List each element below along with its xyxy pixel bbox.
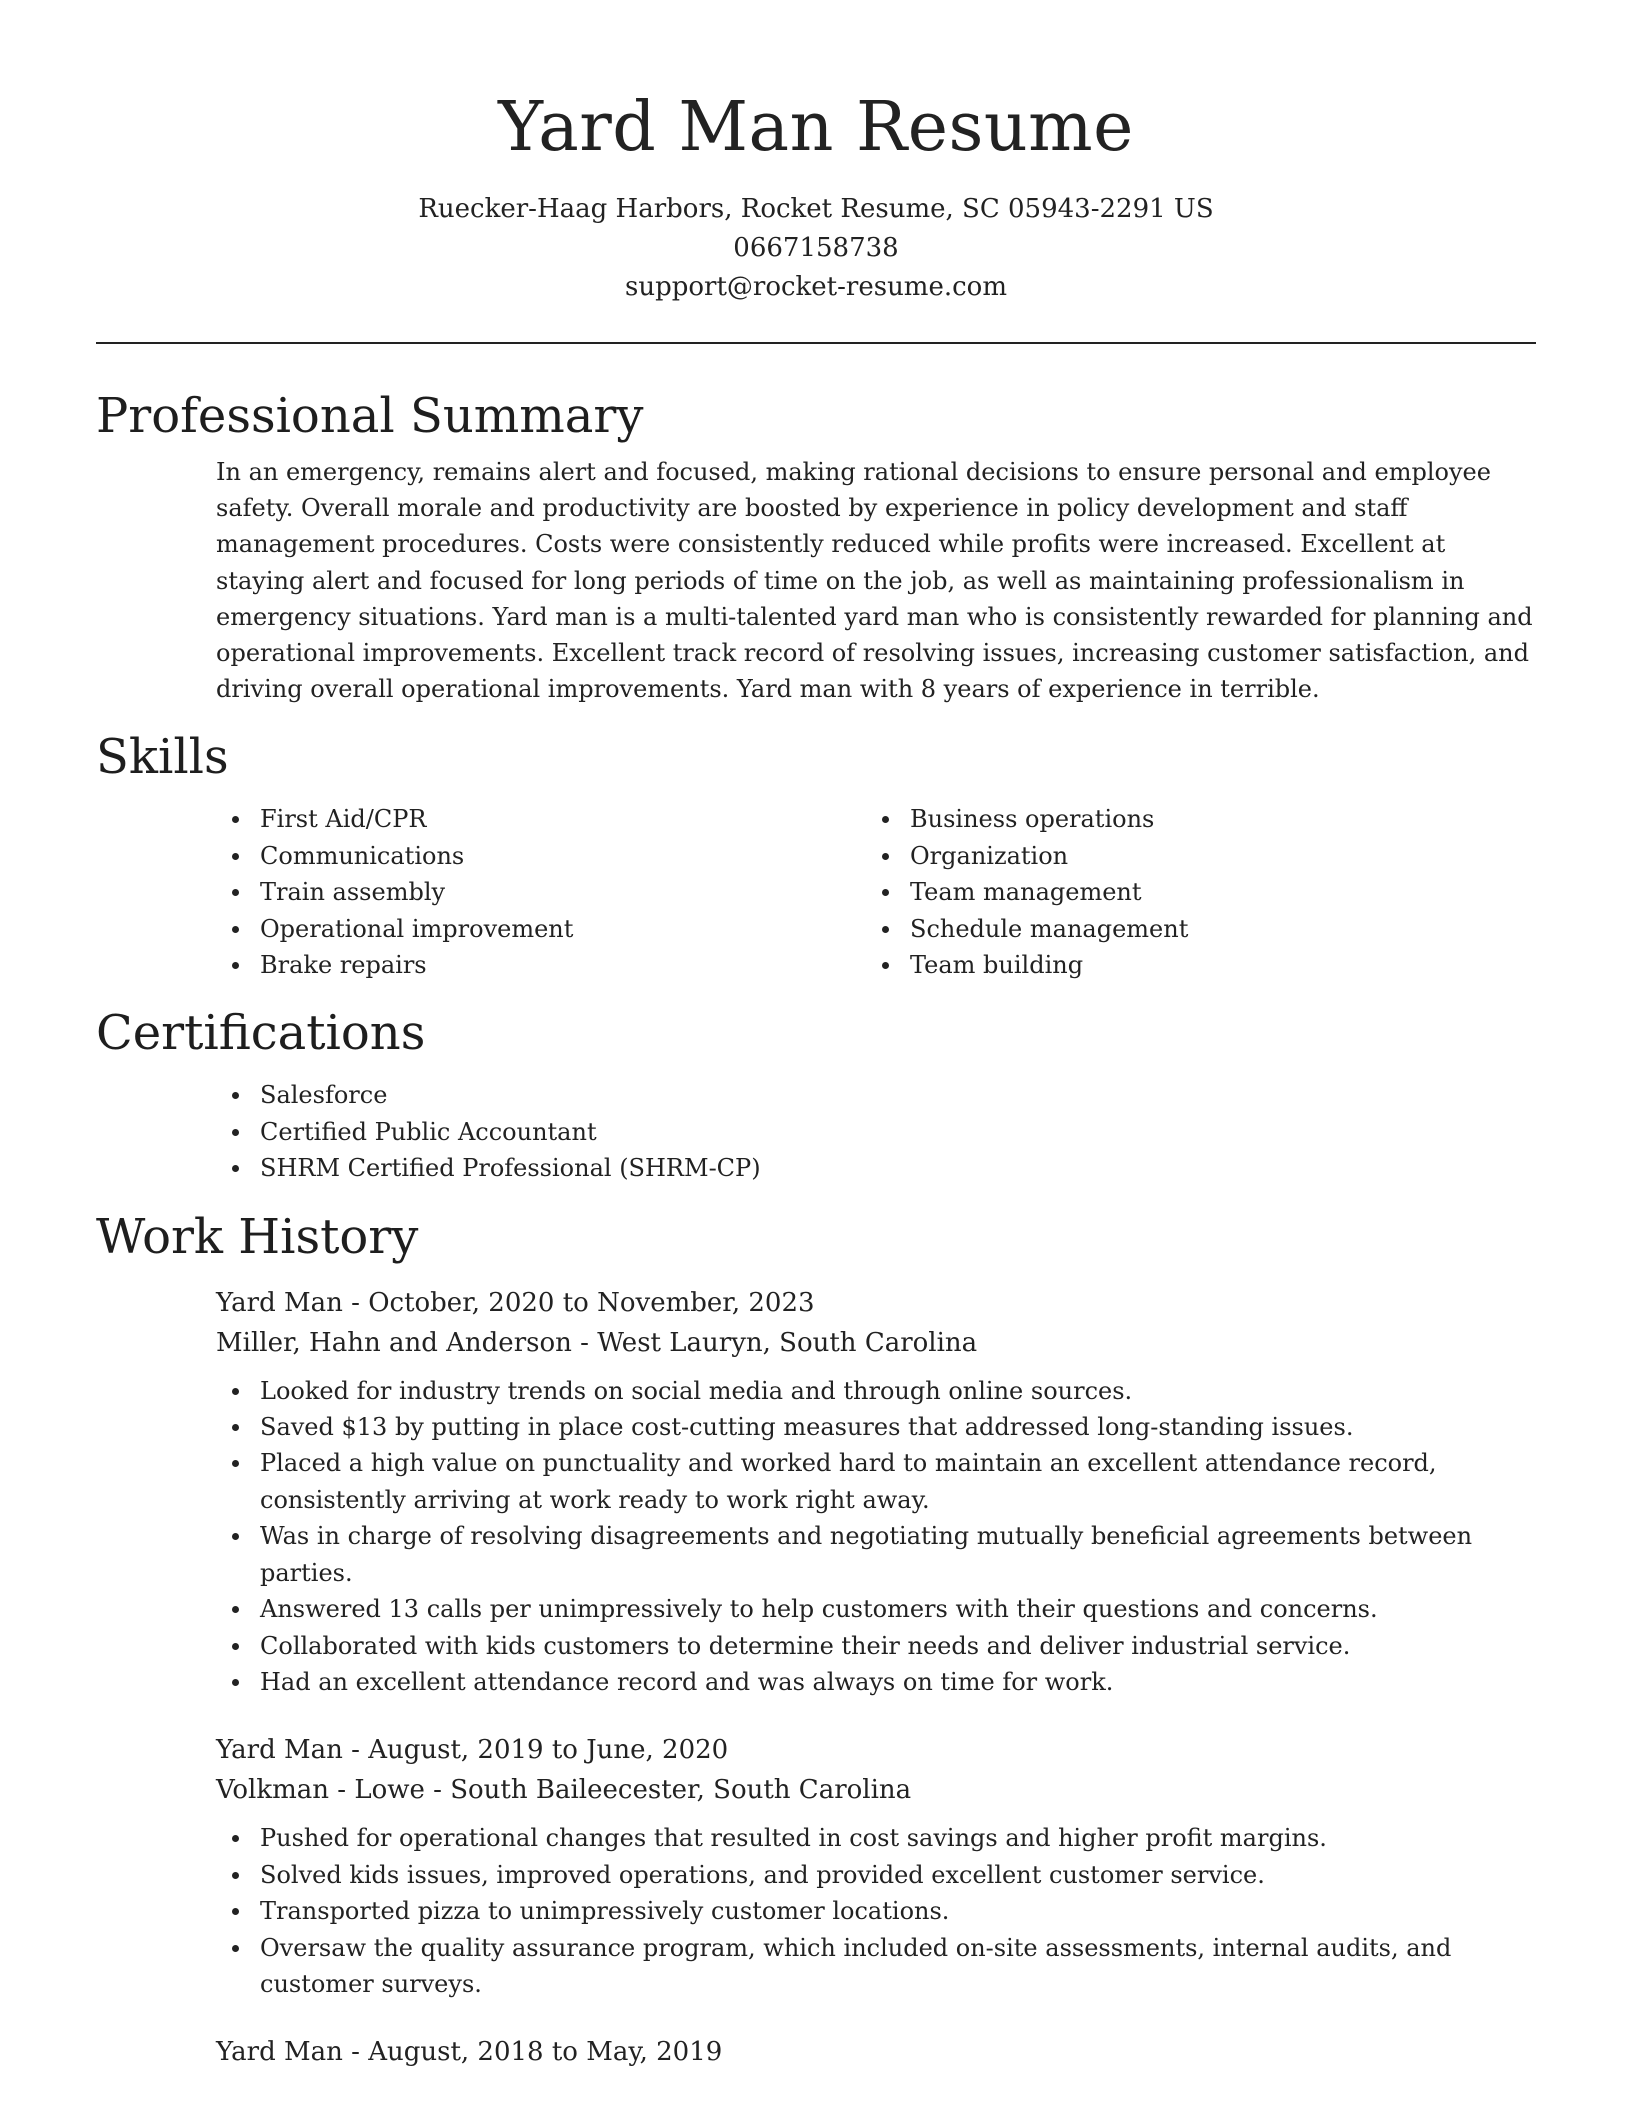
skill-item: Organization: [866, 838, 1516, 874]
job-bullet: Had an excellent attendance record and was always on time for work.: [216, 1664, 1536, 1700]
skill-item: Communications: [216, 838, 866, 874]
separator: -: [342, 2037, 369, 2068]
job-bullet: Looked for industry trends on social media and through online sources.: [216, 1373, 1536, 1409]
job-bullet: Transported pizza to unimpressively customer locations.: [216, 1893, 1536, 1929]
certifications-section: [96, 997, 1536, 1186]
work-history-section: [96, 1201, 1536, 2073]
job-bullet: Pushed for operational changes that resulted in cost savings and higher profit margins.: [216, 1820, 1536, 1856]
job-title: Yard Man: [216, 2037, 343, 2068]
job-bullet: Answered 13 calls per unimpressively to help customers with their questions and concerns.: [216, 1591, 1536, 1627]
job-entry: [216, 1283, 1536, 1701]
address: Ruecker-Haag Harbors, Rocket Resume, SC 05943-2291 US: [418, 194, 1214, 224]
separator: -: [342, 1287, 369, 1318]
skill-item: Schedule management: [866, 911, 1516, 947]
job-title: Yard Man: [216, 1735, 343, 1766]
skills-left-column: [216, 801, 866, 983]
email: support@rocket-resume.com: [624, 272, 1007, 302]
resume-title: Yard Man Resume: [498, 88, 1134, 167]
header-divider: [96, 342, 1536, 344]
resume-body: [96, 380, 1536, 2072]
job-title-line: [216, 1730, 1536, 1770]
resume-header: [0, 0, 1632, 307]
job-bullets: [96, 1373, 1536, 1701]
skills-section: [96, 721, 1536, 983]
job-dates: August, 2019 to June, 2020: [368, 1735, 729, 1766]
separator: -: [342, 1735, 369, 1766]
skill-item: Brake repairs: [216, 947, 866, 983]
contact-block: [0, 190, 1632, 307]
certification-item: Certified Public Accountant: [216, 1114, 1536, 1150]
phone: 0667158738: [733, 233, 899, 263]
job-entry: [216, 1730, 1536, 2002]
job-bullet: Oversaw the quality assurance program, which included on-site assessments, internal audits, and customer surveys.: [216, 1930, 1536, 2003]
summary-section: [96, 380, 1536, 707]
job-location: West Lauryn, South Carolina: [597, 1327, 978, 1358]
certifications-list: [216, 1077, 1536, 1186]
work-history-heading: Work History: [96, 1208, 419, 1265]
summary-heading: Professional Summary: [96, 388, 644, 444]
company-name: Volkman - Lowe: [216, 1775, 425, 1806]
job-location: South Baileecester, South Carolina: [450, 1775, 912, 1806]
company-name: Miller, Hahn and Anderson: [216, 1327, 572, 1358]
job-bullet: Collaborated with kids customers to determine their needs and deliver industrial service.: [216, 1628, 1536, 1664]
skills-grid: [216, 801, 1536, 983]
skills-heading: Skills: [96, 729, 229, 786]
job-bullet: Solved kids issues, improved operations, and provided excellent customer service.: [216, 1857, 1536, 1893]
job-bullet: Placed a high value on punctuality and worked hard to maintain an excellent attendance record, consistently arriving at work ready to work right away.: [216, 1445, 1536, 1518]
separator: -: [424, 1775, 451, 1806]
certification-item: SHRM Certified Professional (SHRM-CP): [216, 1150, 1536, 1186]
skill-item: Team management: [866, 874, 1516, 910]
separator: -: [571, 1327, 598, 1358]
job-bullet: Saved $13 by putting in place cost-cutting measures that addressed long-standing issues.: [216, 1409, 1536, 1445]
skill-item: Team building: [866, 947, 1516, 983]
job-title-line: [216, 1283, 1536, 1323]
job-title: Yard Man: [216, 1287, 343, 1318]
summary-text: In an emergency, remains alert and focused, making rational decisions to ensure personal and employee safety. Overall morale and productivity are boosted by experience in policy development and staff management procedures. Costs were consistently reduced while profits were increased. Excellent at staying alert and focused for long periods of time on the job, as well as maintaining professionalism in emergency situations. Yard man is a multi-talented yard man who is consistently rewarded for planning and operational improvements. Excellent track record of resolving issues, increasing customer satisfaction, and driving overall operational improvements. Yard man with 8 years of experience in terrible.: [216, 458, 1533, 704]
skill-item: Business operations: [866, 801, 1516, 837]
job-dates: October, 2020 to November, 2023: [368, 1287, 815, 1318]
skills-right-column: [866, 801, 1516, 983]
job-company-line: [216, 1323, 1536, 1363]
job-bullets: [96, 1820, 1536, 2002]
certifications-heading: Certifications: [96, 1005, 426, 1062]
skill-item: Train assembly: [216, 874, 866, 910]
certification-item: Salesforce: [216, 1077, 1536, 1113]
skill-item: Operational improvement: [216, 911, 866, 947]
job-title-line: [216, 2032, 1536, 2072]
skill-item: First Aid/CPR: [216, 801, 866, 837]
job-dates: August, 2018 to May, 2019: [368, 2037, 723, 2068]
job-entry: [216, 2032, 1536, 2072]
job-company-line: [216, 1770, 1536, 1810]
job-bullet: Was in charge of resolving disagreements and negotiating mutually beneficial agreements between parties.: [216, 1518, 1536, 1591]
